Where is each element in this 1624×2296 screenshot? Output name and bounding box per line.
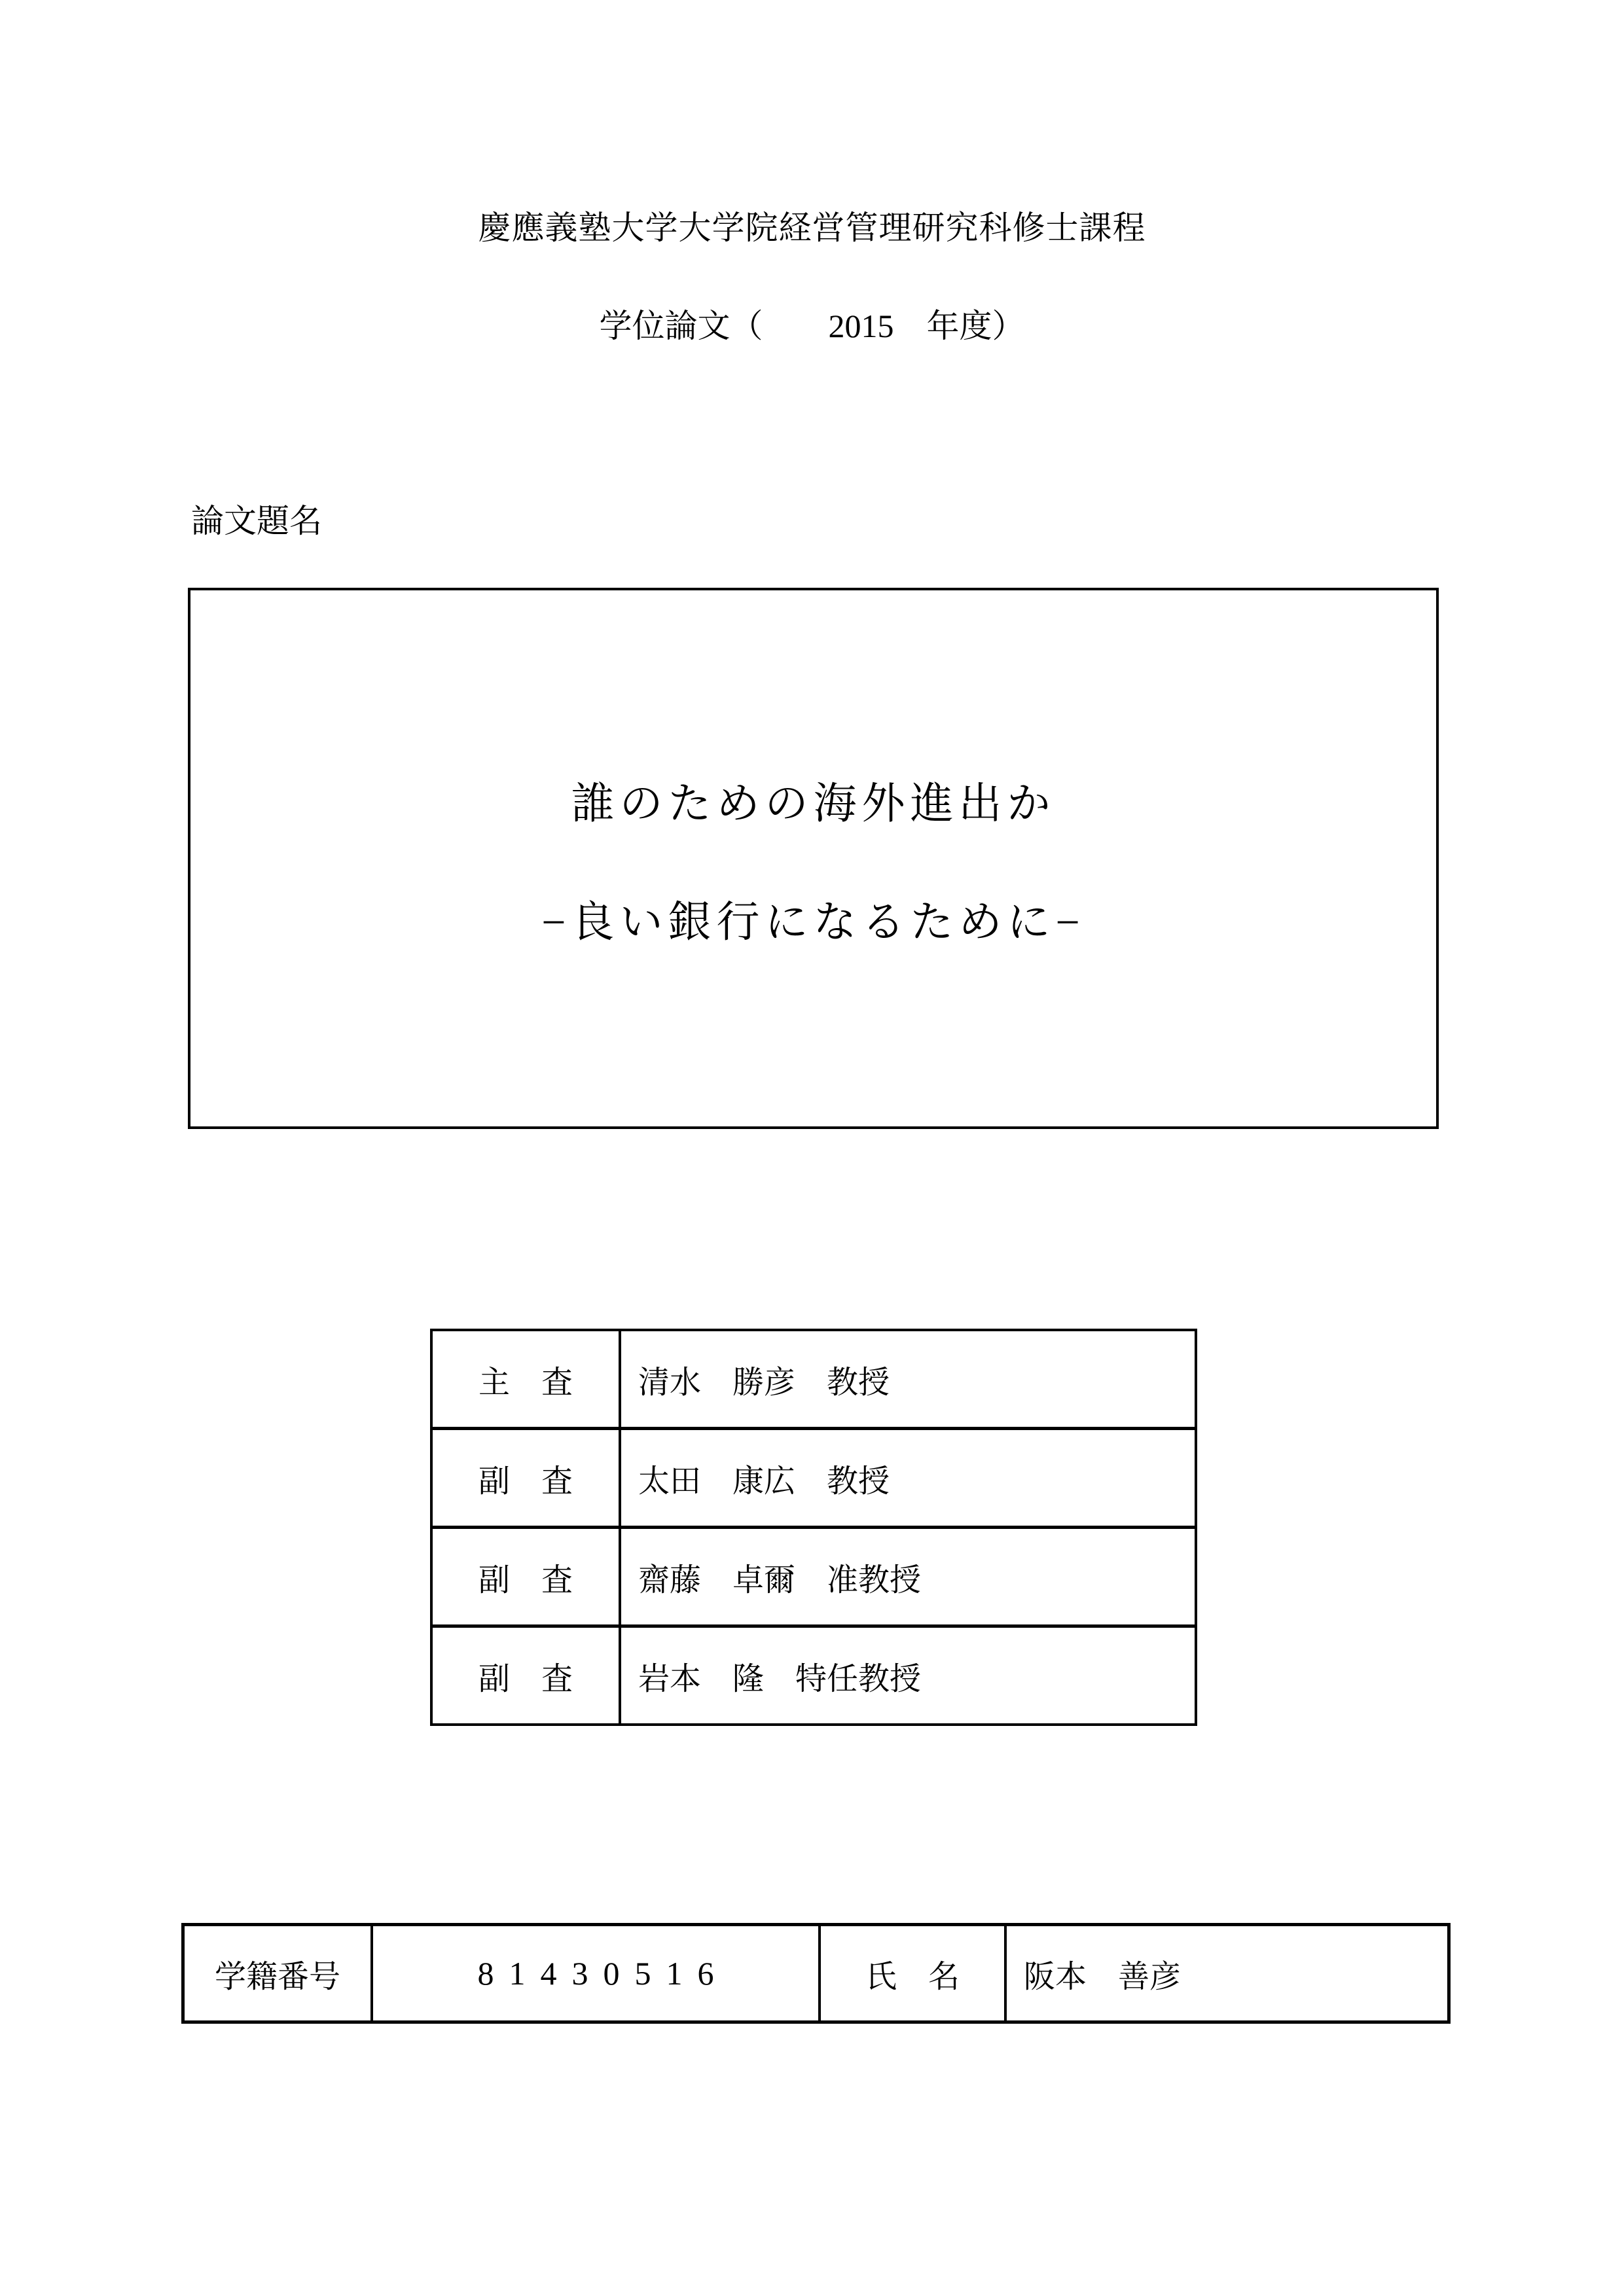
student-info-table (181, 1923, 1451, 2024)
examiner-table (430, 1329, 1197, 1726)
thesis-title-line-2: −良い銀行になるために− (541, 898, 1085, 946)
examiner-role-cell: 副 査 (433, 1529, 621, 1624)
thesis-title-label: 論文題名 (191, 503, 322, 539)
student-id-label-cell: 学籍番号 (214, 1959, 340, 1994)
university-program-heading: 慶應義塾大学大学院経営管理研究科修士課程 (478, 209, 1146, 246)
thesis-title-line-1: 誰のための海外進出か (571, 780, 1056, 828)
examiner-name-cell: 清水 勝彦 教授 (638, 1365, 890, 1400)
examiner-role-cell: 副 査 (433, 1628, 621, 1723)
examiner-row (433, 1331, 1195, 1427)
student-name-value-cell: 阪本 善彦 (1004, 1926, 1447, 2020)
examiner-row (433, 1427, 1195, 1526)
examiner-row (433, 1526, 1195, 1624)
examiner-role-cell: 副 査 (433, 1430, 621, 1526)
examiner-name-cell: 齋藤 卓爾 准教授 (638, 1562, 922, 1598)
examiner-row (433, 1624, 1195, 1723)
thesis-title-box (188, 588, 1439, 1129)
examiner-name-cell: 岩本 隆 特任教授 (638, 1661, 922, 1696)
examiner-role-cell: 主 査 (433, 1331, 621, 1427)
student-id-value-cell: 81430516 (370, 1926, 818, 2020)
examiner-name-cell: 太田 康広 教授 (638, 1463, 890, 1499)
degree-thesis-year-heading: 学位論文（ 2015 年度） (599, 308, 1025, 344)
student-name-label-cell: 氏 名 (818, 1926, 1004, 2020)
